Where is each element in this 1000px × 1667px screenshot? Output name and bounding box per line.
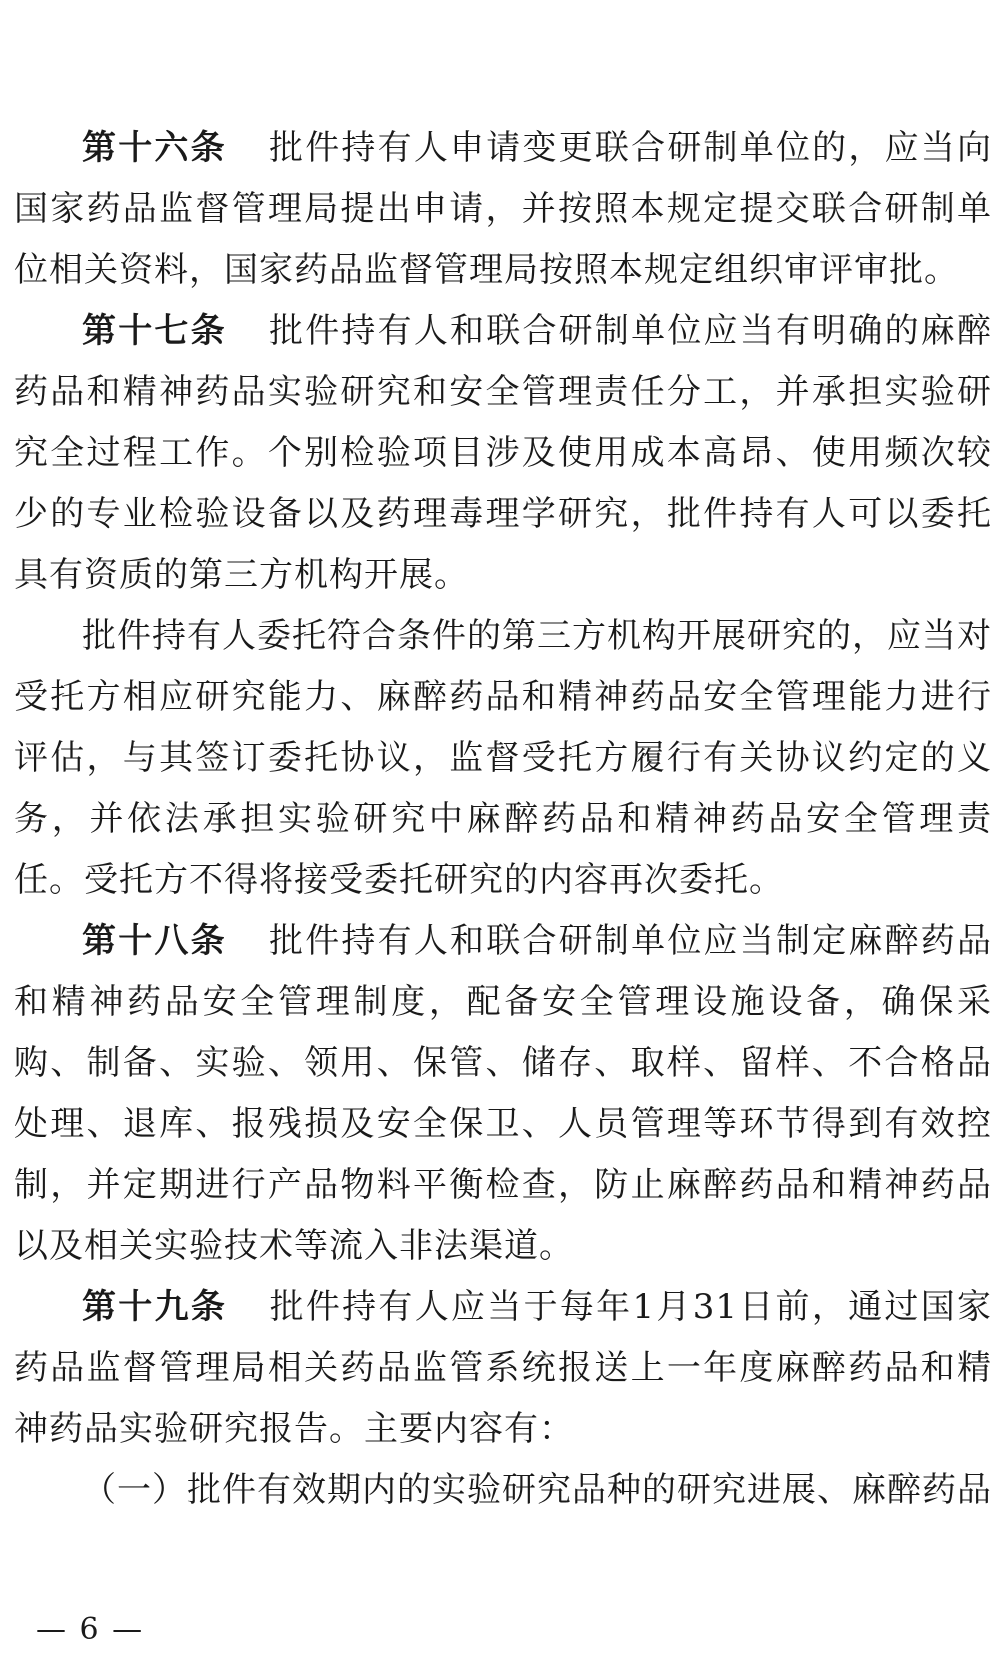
- article-heading: 第十八条: [82, 921, 227, 961]
- article-text: 批件持有人委托符合条件的第三方机构开展研究的，应当对受托方相应研究能力、麻醉药品和精神药品安全管理能力进行评估，与其签订委托协议，监督受托方履行有关协议约定的义务，并依法承担实验研究中麻醉药品和精神药品安全管理责任。受托方不得将接受委托研究的内容再次委托。: [14, 616, 992, 900]
- article-17-paragraph-2: [14, 606, 992, 911]
- article-text: （一）批件有效期内的实验研究品种的研究进展、麻醉药品: [82, 1470, 992, 1510]
- article-text: 批件持有人申请变更联合研制单位的，应当向国家药品监督管理局提出申请，并按照本规定提交联合研制单位相关资料，国家药品监督管理局按照本规定组织审评审批。: [14, 128, 993, 290]
- article-heading: 第十七条: [82, 311, 227, 351]
- article-19-item-1: [14, 1460, 992, 1521]
- article-16: [14, 118, 992, 301]
- article-18: [14, 911, 992, 1277]
- article-text: 批件持有人和联合研制单位应当有明确的麻醉药品和精神药品实验研究和安全管理责任分工，并承担实验研究全过程工作。个别检验项目涉及使用成本高昂、使用频次较少的专业检验设备以及药理毒理学研究，批件持有人可以委托具有资质的第三方机构开展。: [14, 311, 993, 595]
- article-heading: 第十六条: [82, 128, 227, 168]
- article-17: [14, 301, 992, 606]
- article-text: 批件持有人和联合研制单位应当制定麻醉药品和精神药品安全管理制度，配备安全管理设施设备，确保采购、制备、实验、领用、保管、储存、取样、留样、不合格品处理、退库、报残损及安全保卫、人员管理等环节得到有效控制，并定期进行产品物料平衡检查，防止麻醉药品和精神药品以及相关实验技术等流入非法渠道。: [14, 921, 993, 1266]
- page-number: — 6 —: [36, 1612, 145, 1647]
- document-body: [14, 118, 992, 1521]
- article-heading: 第十九条: [82, 1287, 228, 1327]
- article-text: 批件持有人应当于每年1月31日前，通过国家药品监督管理局相关药品监管系统报送上一年度麻醉药品和精神药品实验研究报告。主要内容有：: [14, 1287, 992, 1449]
- article-19: [14, 1277, 992, 1460]
